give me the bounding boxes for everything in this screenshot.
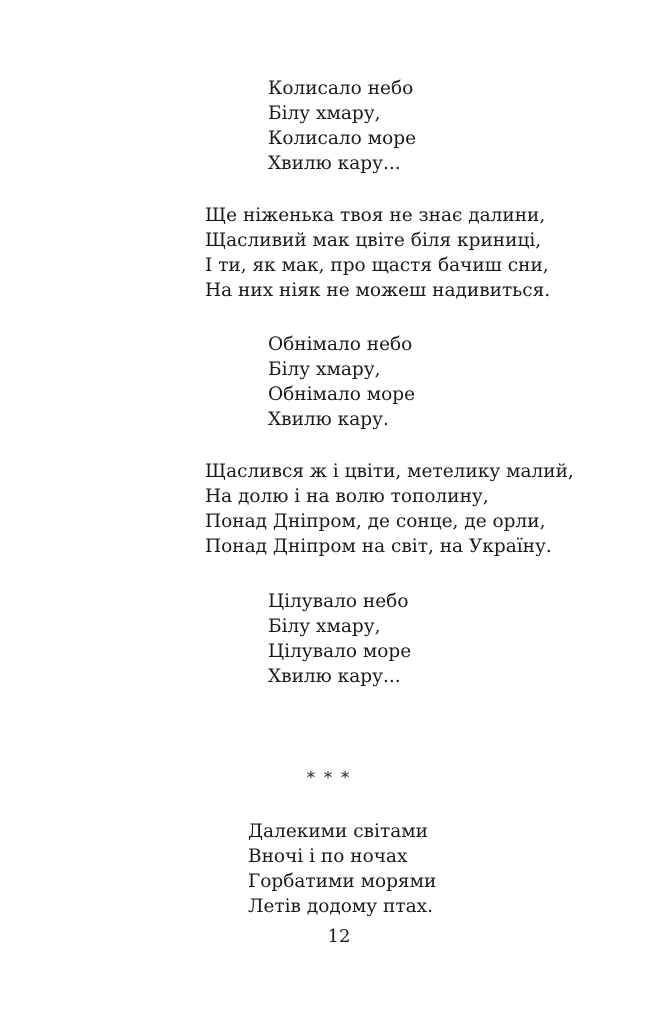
poem-line: Хвилю кару... <box>268 666 401 687</box>
poem-line: Колисало море <box>268 128 417 149</box>
poem-line: Вночі і по ночах <box>248 846 408 867</box>
poem-line: Хвилю кару... <box>268 153 401 174</box>
poem-line: Хвилю кару. <box>268 409 389 430</box>
stanza-refrain-2 <box>268 332 415 432</box>
page-number: 12 <box>327 926 351 947</box>
poem-line: Цілувало море <box>268 641 412 662</box>
poem-line: Обнімало небо <box>268 334 413 355</box>
poem-line: Горбатими морями <box>248 871 437 892</box>
poem-line: Ще ніженька твоя не знає далини, <box>205 205 546 226</box>
stanza-refrain-3 <box>268 589 411 689</box>
poem-line: Щасливий мак цвіте біля криниці, <box>205 230 542 251</box>
poem-line: І ти, як мак, про щастя бачиш сни, <box>205 255 549 276</box>
stanza-refrain-1 <box>268 76 416 176</box>
poem-line: Понад Дніпром, де сонце, де орли, <box>205 511 546 532</box>
poem-line: Понад Дніпром на світ, на Україну. <box>205 536 552 557</box>
poem-line: Білу хмару, <box>268 359 381 380</box>
stanza-verse-1 <box>205 203 550 303</box>
poem-line: На них ніяк не можеш надивиться. <box>205 280 551 301</box>
stanza-poem2 <box>248 819 436 919</box>
poem-line: На долю і на волю тополину, <box>205 486 489 507</box>
section-separator: * * * <box>306 768 352 787</box>
poem-line: Щаслився ж і цвіти, метелику малий, <box>205 461 574 482</box>
poem-line: Колисало небо <box>268 78 414 99</box>
stanza-verse-2 <box>205 459 574 559</box>
poem-line: Білу хмару, <box>268 616 381 637</box>
poem-line: Білу хмару, <box>268 103 381 124</box>
poem-line: Цілувало небо <box>268 591 409 612</box>
poem-line: Далекими світами <box>248 821 428 842</box>
poem-line: Обнімало море <box>268 384 416 405</box>
poem-line: Летів додому птах. <box>248 896 433 917</box>
